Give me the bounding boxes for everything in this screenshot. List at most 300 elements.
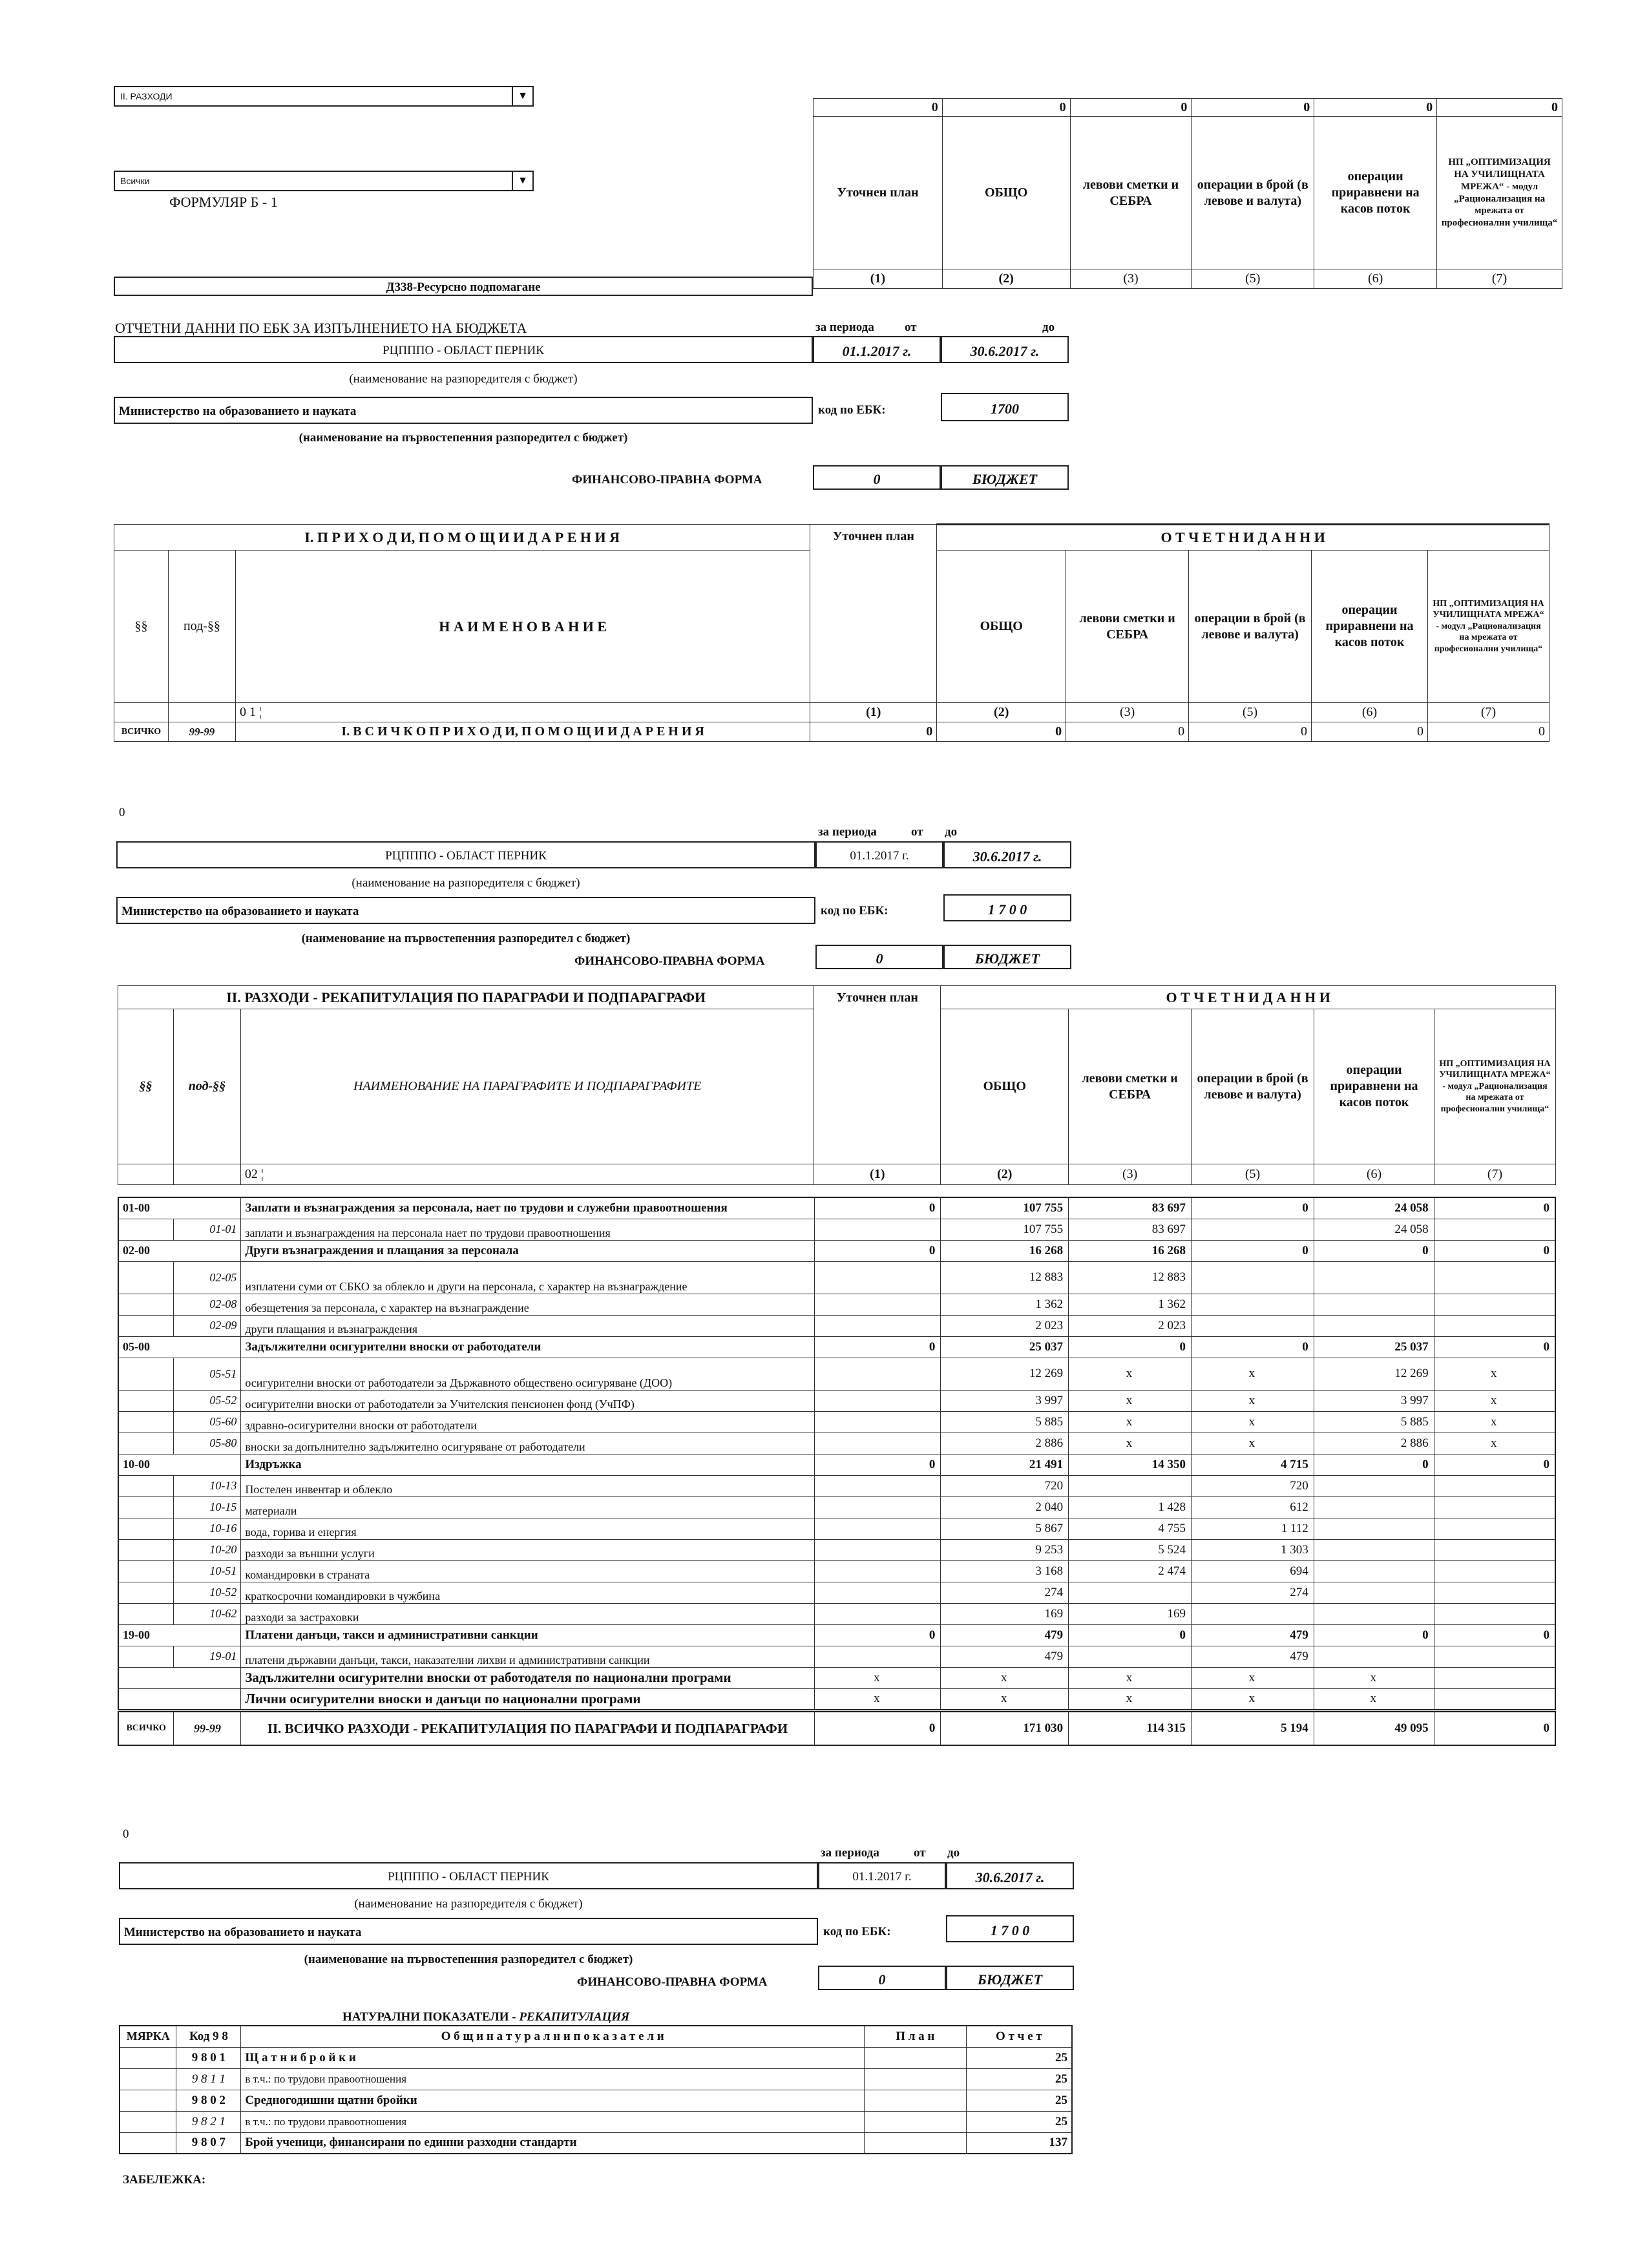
ebk-field bbox=[946, 1915, 1074, 1942]
expense-value: x bbox=[814, 1667, 941, 1688]
expense-name: разходи за застраховки bbox=[241, 1603, 814, 1624]
expense-value bbox=[1314, 1294, 1434, 1315]
col-header-total: ОБЩО bbox=[942, 117, 1070, 269]
expenses-total-value: 0 bbox=[814, 1712, 941, 1745]
expense-value bbox=[1434, 1646, 1555, 1667]
fin-form-label: ФИНАНСОВО-ПРАВНА ФОРМА bbox=[577, 1975, 768, 1989]
expenses-col-ss: §§ bbox=[118, 1009, 174, 1164]
expense-subcode: 05-60 bbox=[174, 1411, 241, 1433]
expense-subcode: 02-09 bbox=[174, 1315, 241, 1336]
natural-plan bbox=[864, 2068, 966, 2090]
natural-title-b: РЕКАПИТУЛАЦИЯ bbox=[519, 2010, 630, 2024]
expense-value: x bbox=[1069, 1390, 1192, 1411]
expense-name: Други възнаграждения и плащания за персонала bbox=[241, 1240, 814, 1261]
expense-value: 16 268 bbox=[941, 1240, 1069, 1261]
date-from-field bbox=[815, 841, 943, 868]
expense-row bbox=[118, 1539, 1555, 1560]
expenses-section-title: II. РАЗХОДИ - РЕКАПИТУЛАЦИЯ ПО ПАРАГРАФИ И ПОДПАРАГРАФИ bbox=[118, 986, 814, 1009]
expense-value: x bbox=[1314, 1688, 1434, 1710]
expense-value bbox=[1434, 1688, 1555, 1710]
expense-value bbox=[1314, 1539, 1434, 1560]
expenses-total-value: 171 030 bbox=[941, 1712, 1069, 1745]
natural-header-unit: МЯРКА bbox=[120, 2026, 176, 2047]
expense-row bbox=[118, 1261, 1555, 1294]
expense-value: 1 112 bbox=[1191, 1518, 1314, 1539]
expense-value: x bbox=[814, 1688, 941, 1710]
expense-name: други плащания и възнаграждения bbox=[241, 1315, 814, 1336]
expense-indent bbox=[118, 1603, 174, 1624]
fin-form-value: БЮДЖЕТ bbox=[972, 471, 1038, 487]
expense-value bbox=[814, 1560, 941, 1582]
expense-row bbox=[118, 1315, 1555, 1336]
expense-value: 2 474 bbox=[1069, 1560, 1192, 1582]
expense-value: 14 350 bbox=[1069, 1454, 1192, 1475]
expense-value: x bbox=[1069, 1433, 1192, 1454]
expense-code: 19-00 bbox=[118, 1624, 241, 1646]
period-label: за периода bbox=[818, 825, 877, 839]
expense-indent bbox=[118, 1411, 174, 1433]
expense-indent bbox=[118, 1518, 174, 1539]
expenses-total-name: II. ВСИЧКО РАЗХОДИ - РЕКАПИТУЛАЦИЯ ПО ПАРАГРАФИ И ПОДПАРАГРАФИ bbox=[241, 1712, 814, 1745]
date-from-field bbox=[818, 1862, 946, 1889]
col-num: (3) bbox=[1066, 703, 1189, 722]
expense-row bbox=[118, 1496, 1555, 1518]
expense-value: 5 885 bbox=[941, 1411, 1069, 1433]
expense-value: x bbox=[1191, 1688, 1314, 1710]
expense-value: 0 bbox=[1434, 1240, 1555, 1261]
expense-value: 9 253 bbox=[941, 1539, 1069, 1560]
expense-subcode: 10-52 bbox=[174, 1582, 241, 1603]
expense-row bbox=[118, 1582, 1555, 1603]
natural-name: Брой ученици, финансирани по единни разходни стандарти bbox=[241, 2132, 865, 2154]
expense-value: 612 bbox=[1191, 1496, 1314, 1518]
expense-subcode: 10-16 bbox=[174, 1518, 241, 1539]
expense-value: 0 bbox=[1314, 1240, 1434, 1261]
note-label: ЗАБЕЛЕЖКА: bbox=[123, 2173, 206, 2187]
expense-value: x bbox=[1434, 1390, 1555, 1411]
expense-value: 107 755 bbox=[941, 1197, 1069, 1219]
date-from-field bbox=[813, 336, 941, 363]
natural-unit bbox=[120, 2047, 176, 2068]
natural-plan bbox=[864, 2047, 966, 2068]
natural-actual: 25 bbox=[966, 2111, 1072, 2132]
expense-value: 1 303 bbox=[1191, 1539, 1314, 1560]
expense-value: 25 037 bbox=[1314, 1336, 1434, 1358]
expense-value: x bbox=[1314, 1667, 1434, 1688]
expense-value: 83 697 bbox=[1069, 1197, 1192, 1219]
income-total-value: 0 bbox=[1189, 722, 1312, 742]
col-num: (7) bbox=[1437, 269, 1562, 289]
expense-value: 0 bbox=[814, 1197, 941, 1219]
expense-value: 0 bbox=[1069, 1624, 1192, 1646]
expense-value: 0 bbox=[1434, 1624, 1555, 1646]
ebk-field bbox=[943, 894, 1071, 921]
col-num: (6) bbox=[1312, 703, 1428, 722]
expense-indent bbox=[118, 1475, 174, 1496]
expense-indent bbox=[118, 1539, 174, 1560]
expense-name: осигурителни вноски от работодатели за Държавното обществено осигуряване (ДОО) bbox=[241, 1358, 814, 1390]
fin-form-code: 0 bbox=[873, 471, 881, 487]
natural-code: 9 8 0 1 bbox=[176, 2047, 241, 2068]
expense-value: 21 491 bbox=[941, 1454, 1069, 1475]
expense-row bbox=[118, 1475, 1555, 1496]
income-total-value: 0 bbox=[937, 722, 1066, 742]
expense-value bbox=[1191, 1294, 1314, 1315]
natural-table bbox=[119, 2025, 1073, 2154]
expense-value: 2 023 bbox=[941, 1315, 1069, 1336]
fin-form-field bbox=[943, 945, 1071, 969]
expense-code: 01-00 bbox=[118, 1197, 241, 1219]
expense-value bbox=[1191, 1315, 1314, 1336]
zero-cell: 0 bbox=[1314, 99, 1437, 117]
expense-code: 05-00 bbox=[118, 1336, 241, 1358]
natural-unit bbox=[120, 2111, 176, 2132]
expense-value: x bbox=[1191, 1433, 1314, 1454]
ministry-name: Министерство на образованието и науката bbox=[119, 404, 357, 418]
expense-name: краткосрочни командировки в чужбина bbox=[241, 1582, 814, 1603]
expense-value bbox=[1314, 1603, 1434, 1624]
date-from: 01.1.2017 г. bbox=[852, 1870, 912, 1884]
expense-value: 0 bbox=[1191, 1240, 1314, 1261]
entity-caption: (наименование на разпоредителя с бюджет) bbox=[349, 372, 578, 386]
expense-value bbox=[1314, 1496, 1434, 1518]
ministry-caption: (наименование на първостепенния разпоредител с бюджет) bbox=[304, 1953, 633, 1966]
natural-code: 9 8 0 2 bbox=[176, 2090, 241, 2111]
expense-name: Заплати и възнаграждения за персонала, нает по трудови и служебни правоотношения bbox=[241, 1197, 814, 1219]
expense-value: x bbox=[941, 1667, 1069, 1688]
expense-value: 720 bbox=[1191, 1475, 1314, 1496]
fin-form-code-field bbox=[815, 945, 943, 969]
expense-value: 0 bbox=[1069, 1336, 1192, 1358]
fin-form-code: 0 bbox=[876, 950, 883, 967]
natural-row bbox=[120, 2132, 1072, 2154]
expense-value bbox=[814, 1433, 941, 1454]
natural-code: 9 8 1 1 bbox=[176, 2068, 241, 2090]
col-header-program: НП „ОПТИМИЗАЦИЯ НА УЧИЛИЩНАТА МРЕЖА“ - модул „Рационализация на мрежата от професионални училища“ bbox=[1437, 117, 1562, 269]
date-to-field bbox=[946, 1862, 1074, 1889]
expense-row bbox=[118, 1560, 1555, 1582]
income-total-value: 0 bbox=[1066, 722, 1189, 742]
fin-form-field bbox=[946, 1966, 1074, 1990]
dropdown-arrow-icon[interactable]: ▼ bbox=[512, 172, 532, 190]
expense-row bbox=[118, 1624, 1555, 1646]
expense-value bbox=[1314, 1475, 1434, 1496]
period-from: от bbox=[914, 1846, 926, 1860]
expense-row bbox=[118, 1646, 1555, 1667]
expense-subcode: 02-05 bbox=[174, 1261, 241, 1294]
expense-name: разходи за външни услуги bbox=[241, 1539, 814, 1560]
expenses-col-cash: операции в брой (в левове и валута) bbox=[1192, 1009, 1314, 1164]
section-dropdown[interactable] bbox=[114, 86, 534, 107]
natural-name: в т.ч.: по трудови правоотношения bbox=[241, 2068, 865, 2090]
expense-value bbox=[1434, 1294, 1555, 1315]
expense-value: 0 bbox=[814, 1336, 941, 1358]
fin-form-value: БЮДЖЕТ bbox=[974, 950, 1040, 967]
expense-value: 2 886 bbox=[1314, 1433, 1434, 1454]
expenses-total-value: 49 095 bbox=[1314, 1712, 1434, 1745]
expense-name: платени държавни данъци, такси, наказателни лихви и административни санкции bbox=[241, 1646, 814, 1667]
expenses-col-accounts: левови сметки и СЕБРА bbox=[1069, 1009, 1192, 1164]
expense-value bbox=[1314, 1518, 1434, 1539]
expenses-col-program: НП „ОПТИМИЗАЦИЯ НА УЧИЛИЩНАТА МРЕЖА“ - модул „Рационализация на мрежата от професионални училища“ bbox=[1434, 1009, 1555, 1164]
expense-value bbox=[1314, 1646, 1434, 1667]
expense-name: Постелен инвентар и облекло bbox=[241, 1475, 814, 1496]
col-num: (3) bbox=[1070, 269, 1192, 289]
expense-value: 0 bbox=[1434, 1336, 1555, 1358]
expense-indent bbox=[118, 1358, 174, 1390]
date-to: 30.6.2017 г. bbox=[970, 343, 1040, 359]
natural-plan bbox=[864, 2090, 966, 2111]
ministry-caption: (наименование на първостепенния разпоредител с бюджет) bbox=[299, 431, 628, 445]
expense-value: x bbox=[941, 1688, 1069, 1710]
expense-value: 0 bbox=[1191, 1336, 1314, 1358]
expense-value: 83 697 bbox=[1069, 1219, 1192, 1240]
col-num: (3) bbox=[1069, 1164, 1192, 1185]
zero-marker: 0 bbox=[123, 1827, 129, 1841]
expense-value bbox=[1434, 1219, 1555, 1240]
expense-indent bbox=[118, 1261, 174, 1294]
filter-dropdown-value: Всички bbox=[120, 176, 150, 186]
expenses-total-value: 5 194 bbox=[1191, 1712, 1314, 1745]
expense-value: 25 037 bbox=[941, 1336, 1069, 1358]
expense-value: 4 715 bbox=[1191, 1454, 1314, 1475]
expense-name: заплати и възнаграждения на персонала нает по трудови правоотношения bbox=[241, 1219, 814, 1240]
expense-value: 2 886 bbox=[941, 1433, 1069, 1454]
expense-indent bbox=[118, 1667, 241, 1688]
income-total-value: 0 bbox=[1427, 722, 1549, 742]
col-num: (6) bbox=[1314, 1164, 1434, 1185]
expense-value bbox=[1314, 1582, 1434, 1603]
income-code: 0 1 ¦ bbox=[235, 703, 810, 722]
report-title: ОТЧЕТНИ ДАННИ ПО ЕБК ЗА ИЗПЪЛНЕНИЕТО НА БЮДЖЕТА bbox=[115, 320, 527, 336]
expense-value bbox=[814, 1518, 941, 1539]
expense-indent bbox=[118, 1390, 174, 1411]
expense-name: Издръжка bbox=[241, 1454, 814, 1475]
period-to: до bbox=[1042, 320, 1055, 334]
expenses-plan-header: Уточнен план bbox=[814, 986, 941, 1164]
expense-value bbox=[814, 1582, 941, 1603]
col-num: (7) bbox=[1427, 703, 1549, 722]
col-num: (2) bbox=[937, 703, 1066, 722]
expense-row bbox=[118, 1219, 1555, 1240]
expenses-code: 02 ¦ bbox=[240, 1164, 814, 1185]
zero-cell: 0 bbox=[1437, 99, 1562, 117]
income-total-label: ВСИЧКО bbox=[114, 722, 169, 742]
expense-value bbox=[1434, 1315, 1555, 1336]
fin-form-field bbox=[941, 465, 1069, 490]
col-header-accounts: левови сметки и СЕБРА bbox=[1070, 117, 1192, 269]
expense-value: 3 997 bbox=[941, 1390, 1069, 1411]
expense-value: 274 bbox=[941, 1582, 1069, 1603]
period-label: за периода bbox=[821, 1846, 879, 1860]
natural-actual: 137 bbox=[966, 2132, 1072, 2154]
ministry-name: Министерство на образованието и науката bbox=[124, 1926, 362, 1939]
expense-indent bbox=[118, 1433, 174, 1454]
ebk-label: код по ЕБК: bbox=[818, 403, 886, 417]
income-total-value: 0 bbox=[810, 722, 937, 742]
expenses-total-code: 99-99 bbox=[174, 1712, 241, 1745]
col-num: (5) bbox=[1192, 269, 1314, 289]
expense-value: 479 bbox=[941, 1646, 1069, 1667]
expense-value bbox=[1069, 1582, 1192, 1603]
expense-value: x bbox=[1434, 1411, 1555, 1433]
expenses-col-equivalent: операции приравнени на касов поток bbox=[1314, 1009, 1434, 1164]
dropdown-arrow-icon[interactable]: ▼ bbox=[512, 87, 532, 105]
expense-value: 0 bbox=[814, 1624, 941, 1646]
expense-row bbox=[118, 1197, 1555, 1219]
natural-unit bbox=[120, 2132, 176, 2154]
zero-cell: 0 bbox=[942, 99, 1070, 117]
expense-row bbox=[118, 1603, 1555, 1624]
natural-name: Щ а т н и б р о й к и bbox=[241, 2047, 865, 2068]
expense-indent bbox=[118, 1294, 174, 1315]
natural-name: в т.ч.: по трудови правоотношения bbox=[241, 2111, 865, 2132]
expense-indent bbox=[118, 1315, 174, 1336]
expense-value: 0 bbox=[1434, 1197, 1555, 1219]
expense-extra-name: Задължителни осигурителни вноски от работодателя по национални програми bbox=[241, 1667, 814, 1688]
expense-value: 694 bbox=[1191, 1560, 1314, 1582]
income-total-value: 0 bbox=[1312, 722, 1428, 742]
natural-unit bbox=[120, 2090, 176, 2111]
expense-name: вода, горива и енергия bbox=[241, 1518, 814, 1539]
expense-row bbox=[118, 1390, 1555, 1411]
expense-value bbox=[814, 1539, 941, 1560]
expense-value: x bbox=[1191, 1358, 1314, 1390]
expense-indent bbox=[118, 1560, 174, 1582]
natural-plan bbox=[864, 2132, 966, 2154]
ebk-label: код по ЕБК: bbox=[821, 904, 888, 918]
expense-value: 12 883 bbox=[1069, 1261, 1192, 1294]
expense-value bbox=[814, 1219, 941, 1240]
entity-caption: (наименование на разпоредителя с бюджет) bbox=[354, 1897, 583, 1911]
expense-subcode: 10-20 bbox=[174, 1539, 241, 1560]
period-to: до bbox=[947, 1846, 960, 1860]
income-plan-header: Уточнен план bbox=[810, 525, 937, 703]
expense-subcode: 05-80 bbox=[174, 1433, 241, 1454]
natural-plan bbox=[864, 2111, 966, 2132]
expense-extra-row bbox=[118, 1667, 1555, 1688]
expense-value bbox=[814, 1315, 941, 1336]
expense-value bbox=[814, 1294, 941, 1315]
expense-name: изплатени суми от СБКО за облекло и други на персонала, с характер на възнаграждение bbox=[241, 1261, 814, 1294]
form-label: ФОРМУЛЯР Б - 1 bbox=[169, 194, 278, 210]
expense-value: 12 269 bbox=[941, 1358, 1069, 1390]
expense-value bbox=[814, 1496, 941, 1518]
expense-name: осигурителни вноски от работодатели за Учителския пенсионен фонд (УчПФ) bbox=[241, 1390, 814, 1411]
expense-extra-name: Лични осигурителни вноски и данъци по национални програми bbox=[241, 1688, 814, 1710]
fin-form-value: БЮДЖЕТ bbox=[977, 1971, 1043, 1988]
expense-value: 107 755 bbox=[941, 1219, 1069, 1240]
expense-value: 12 269 bbox=[1314, 1358, 1434, 1390]
ebk-label: код по ЕБК: bbox=[823, 1925, 891, 1938]
expense-indent bbox=[118, 1646, 174, 1667]
expense-subcode: 10-62 bbox=[174, 1603, 241, 1624]
expense-value: 5 867 bbox=[941, 1518, 1069, 1539]
natural-title bbox=[342, 2011, 629, 2023]
entity-field bbox=[116, 841, 815, 868]
expense-value: 3 997 bbox=[1314, 1390, 1434, 1411]
entity-name: РЦПППО - ОБЛАСТ ПЕРНИК bbox=[385, 849, 547, 863]
ebk-field bbox=[941, 393, 1069, 421]
natural-title-a: НАТУРАЛНИ ПОКАЗАТЕЛИ - bbox=[342, 2010, 520, 2024]
date-from: 01.1.2017 г. bbox=[850, 849, 909, 863]
expense-name: материали bbox=[241, 1496, 814, 1518]
expense-row bbox=[118, 1454, 1555, 1475]
expense-value: 0 bbox=[1191, 1197, 1314, 1219]
expense-value: 169 bbox=[941, 1603, 1069, 1624]
expenses-total-value: 0 bbox=[1434, 1712, 1555, 1745]
income-col-cash: операции в брой (в левове и валута) bbox=[1189, 551, 1312, 703]
date-from: 01.1.2017 г. bbox=[842, 343, 912, 359]
expense-value: 479 bbox=[941, 1624, 1069, 1646]
period-from: от bbox=[911, 825, 923, 839]
expense-value bbox=[1191, 1603, 1314, 1624]
ebk-code: 1 7 0 0 bbox=[987, 901, 1027, 918]
expense-value bbox=[814, 1390, 941, 1411]
expense-code: 02-00 bbox=[118, 1240, 241, 1261]
expense-value bbox=[814, 1603, 941, 1624]
expenses-header-table bbox=[118, 985, 1556, 1185]
expense-indent bbox=[118, 1219, 174, 1240]
expense-code: 10-00 bbox=[118, 1454, 241, 1475]
expense-value bbox=[814, 1646, 941, 1667]
period-from: от bbox=[905, 320, 917, 334]
expenses-col-name: НАИМЕНОВАНИЕ НА ПАРАГРАФИТЕ И ПОДПАРАГРАФИТЕ bbox=[240, 1009, 814, 1164]
expenses-total-label: ВСИЧКО bbox=[118, 1712, 174, 1745]
income-col-ss: §§ bbox=[114, 551, 169, 703]
natural-actual: 25 bbox=[966, 2047, 1072, 2068]
expense-subcode: 10-15 bbox=[174, 1496, 241, 1518]
expense-row bbox=[118, 1411, 1555, 1433]
income-col-total: ОБЩО bbox=[937, 551, 1066, 703]
expense-subcode: 02-08 bbox=[174, 1294, 241, 1315]
zero-marker: 0 bbox=[119, 806, 125, 819]
fin-form-code: 0 bbox=[878, 1971, 886, 1988]
expense-value: 16 268 bbox=[1069, 1240, 1192, 1261]
expense-value: 274 bbox=[1191, 1582, 1314, 1603]
program-name bbox=[114, 277, 813, 296]
income-col-equivalent: операции приравнени на касов поток bbox=[1312, 551, 1428, 703]
col-num: (2) bbox=[942, 269, 1070, 289]
period-label: за периода bbox=[815, 320, 874, 334]
expense-subcode: 10-51 bbox=[174, 1560, 241, 1582]
expense-value: 5 885 bbox=[1314, 1411, 1434, 1433]
expense-value bbox=[1314, 1560, 1434, 1582]
fin-form-label: ФИНАНСОВО-ПРАВНА ФОРМА bbox=[572, 473, 762, 487]
natural-header-code: Код 9 8 bbox=[176, 2026, 241, 2047]
expense-extra-row bbox=[118, 1688, 1555, 1710]
expenses-total-table bbox=[118, 1711, 1556, 1746]
expense-name: здравно-осигурителни вноски от работодатели bbox=[241, 1411, 814, 1433]
fin-form-label: ФИНАНСОВО-ПРАВНА ФОРМА bbox=[574, 954, 765, 968]
expense-value bbox=[1434, 1518, 1555, 1539]
entity-name: РЦПППО - ОБЛАСТ ПЕРНИК bbox=[388, 1870, 549, 1884]
expense-value bbox=[1434, 1582, 1555, 1603]
period-to: до bbox=[945, 825, 958, 839]
natural-code: 9 8 0 7 bbox=[176, 2132, 241, 2154]
income-total-code: 99-99 bbox=[168, 722, 235, 742]
date-to: 30.6.2017 г. bbox=[975, 1869, 1045, 1885]
expense-value: x bbox=[1069, 1358, 1192, 1390]
filter-dropdown[interactable] bbox=[114, 171, 534, 191]
natural-row bbox=[120, 2068, 1072, 2090]
expense-subcode: 10-13 bbox=[174, 1475, 241, 1496]
expense-name: командировки в страната bbox=[241, 1560, 814, 1582]
expense-name: вноски за допълнително задължително осигуряване от работодатели bbox=[241, 1433, 814, 1454]
expense-indent bbox=[118, 1582, 174, 1603]
expense-name: Платени данъци, такси и административни санкции bbox=[241, 1624, 814, 1646]
natural-actual: 25 bbox=[966, 2090, 1072, 2111]
